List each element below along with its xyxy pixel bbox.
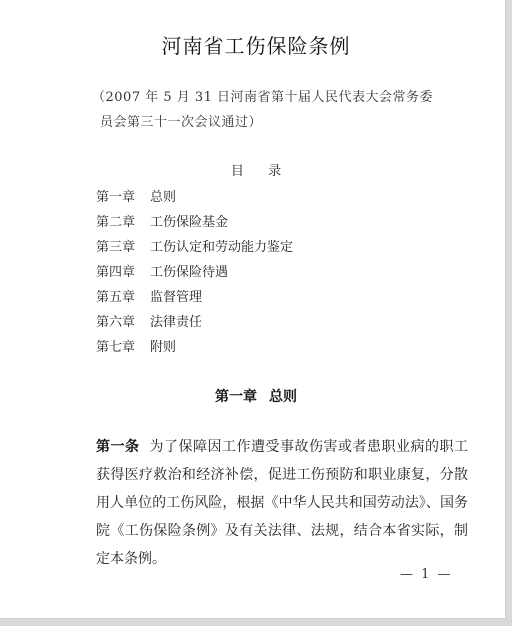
- toc-heading-right: 录: [268, 164, 282, 179]
- chapter-number: 第一章: [215, 389, 257, 405]
- toc-item: [96, 336, 293, 361]
- toc-chapter-number: 第一章: [96, 190, 136, 205]
- toc-item: [96, 311, 293, 336]
- toc-heading: [0, 160, 512, 179]
- toc-chapter-title: 总则: [150, 190, 177, 205]
- toc-heading-left: 目: [230, 164, 244, 179]
- toc-chapter-number: 第七章: [96, 340, 136, 355]
- adoption-note-line-1: （2007 年 5 月 31 日河南省第十届人民代表大会常务委: [92, 90, 434, 105]
- chapter-title: 总则: [269, 389, 297, 405]
- toc-chapter-title: 工伤认定和劳动能力鉴定: [150, 240, 294, 255]
- toc-chapter-number: 第二章: [96, 215, 136, 230]
- document-title: 河南省工伤保险条例: [161, 34, 351, 58]
- toc-item: [96, 186, 293, 211]
- adoption-note-line-2: 员会第三十一次会议通过）: [100, 115, 263, 130]
- page-number: — 1 —: [400, 567, 453, 582]
- toc-chapter-title: 工伤保险基金: [150, 215, 229, 230]
- toc-chapter-title: 法律责任: [150, 315, 203, 330]
- article-paragraph: [96, 433, 468, 573]
- toc-chapter-number: 第三章: [96, 240, 136, 255]
- toc-chapter-number: 第六章: [96, 315, 136, 330]
- toc-chapter-title: 工伤保险待遇: [150, 265, 229, 280]
- article-text: 为了保障因工作遭受事故伤害或者患职业病的职工获得医疗救治和经济补偿，促进工伤预防和职业康复，分散用人单位的工伤风险，根据《中华人民共和国劳动法》、国务院《工伤保险条例》及有关法律、法规，结合本省实际，制定本条例。: [96, 439, 468, 567]
- toc-chapter-title: 附则: [150, 340, 177, 355]
- table-of-contents: [96, 186, 293, 361]
- toc-item: [96, 236, 293, 261]
- toc-chapter-number: 第五章: [96, 290, 136, 305]
- toc-chapter-number: 第四章: [96, 265, 136, 280]
- toc-chapter-title: 监督管理: [150, 290, 203, 305]
- article-number: 第一条: [96, 439, 140, 455]
- chapter-heading: [0, 386, 512, 406]
- toc-item: [96, 261, 293, 286]
- toc-item: [96, 211, 293, 236]
- toc-item: [96, 286, 293, 311]
